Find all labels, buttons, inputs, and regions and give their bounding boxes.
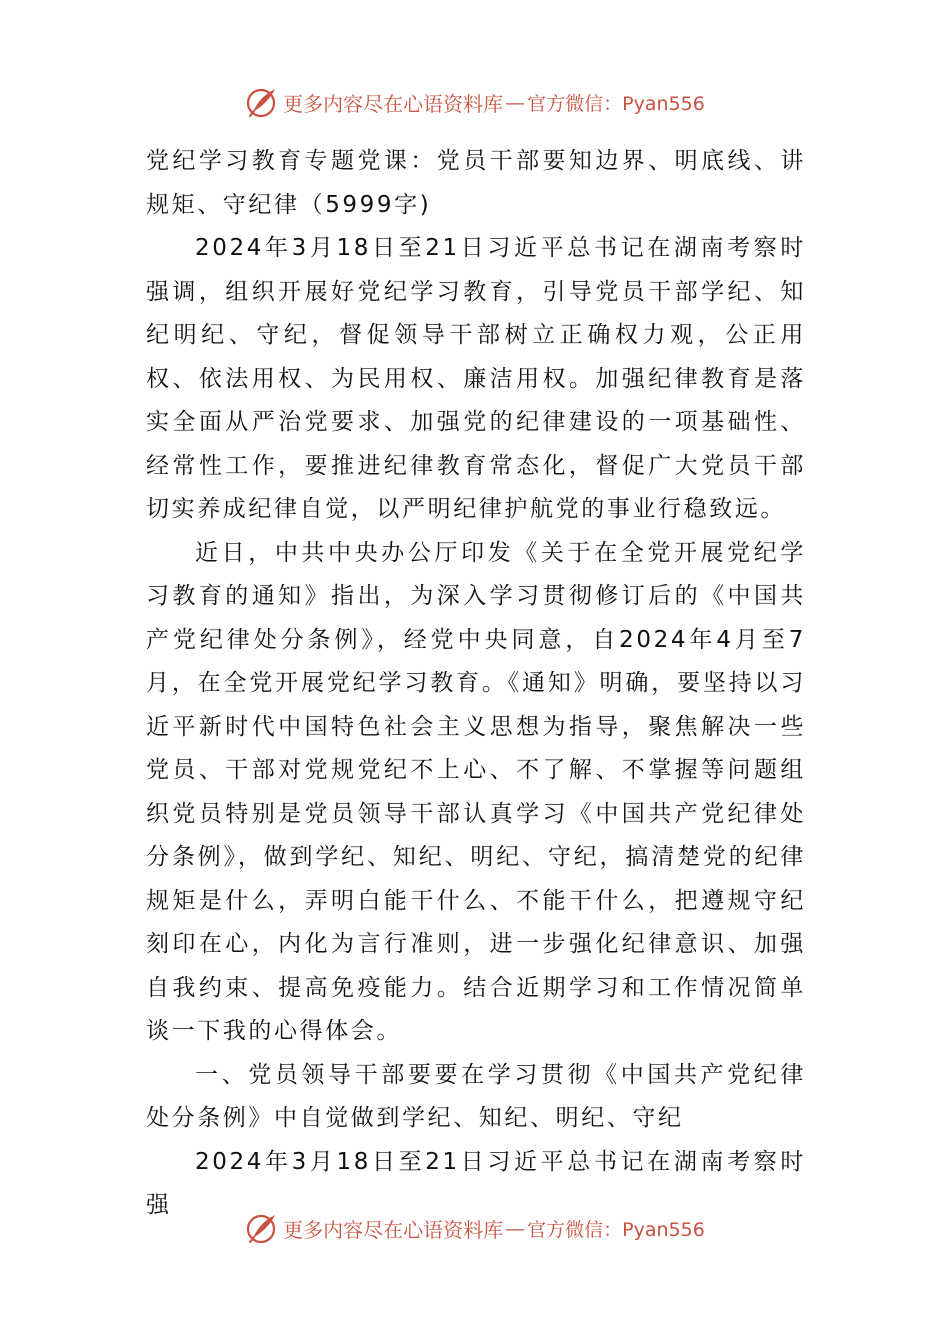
section-heading: 一、党员领导干部要要在学习贯彻《中国共产党纪律处分条例》中自觉做到学纪、知纪、明纪、守纪 (146, 1061, 806, 1131)
watermark-brand: 更多内容尽在心语资料库 (283, 1217, 504, 1242)
watermark-wechat: 官方微信：Pyan556 (527, 92, 705, 115)
watermark-separator: — (505, 90, 526, 114)
watermark-banner-bottom (0, 1208, 950, 1248)
paragraph: 2024年3月18日至21日习近平总书记在湖南考察时强调，组织开展好党纪学习教育，引导党员干部学纪、知纪明纪、守纪，督促领导干部树立正确权力观，公正用权、依法用权、为民用权、廉洁用权。加强纪律教育是落实全面从严治党要求、加强党的纪律建设的一项基础性、经常性工作，要推进纪律教育常态化，督促广大党员干部切实养成纪律自觉，以严明纪律护航党的事业行稳致远。 (146, 235, 806, 522)
watermark-banner-top (0, 82, 950, 122)
document-body (146, 140, 806, 1228)
paragraph: 2024年3月18日至21日习近平总书记在湖南考察时强 (146, 1148, 806, 1218)
watermark-separator: — (505, 1216, 526, 1240)
watermark-brand: 更多内容尽在心语资料库 (283, 91, 504, 116)
document-title: 党纪学习教育专题党课：党员干部要知边界、明底线、讲规矩、守纪律（5999字) (146, 148, 806, 218)
paragraph: 近日，中共中央办公厅印发《关于在全党开展党纪学习教育的通知》指出，为深入学习贯彻修订后的《中国共产党纪律处分条例》，经党中央同意，自2024年4月至7月，在全党开展党纪学习教育。《通知》明确，要坚持以习近平新时代中国特色社会主义思想为指导，聚焦解决一些党员、干部对党规党纪不上心、不了解、不掌握等问题组织党员特别是党员领导干部认真学习《中国共产党纪律处分条例》，做到学纪、知纪、明纪、守纪，搞清楚党的纪律规矩是什么，弄明白能干什么、不能干什么，把遵规守纪刻印在心，内化为言行准则，进一步强化纪律意识、加强自我约束、提高免疫能力。结合近期学习和工作情况简单谈一下我的心得体会。 (146, 539, 806, 1044)
watermark-wechat: 官方微信：Pyan556 (527, 1218, 705, 1241)
quill-pen-icon (245, 1211, 279, 1245)
quill-pen-icon (245, 85, 279, 119)
